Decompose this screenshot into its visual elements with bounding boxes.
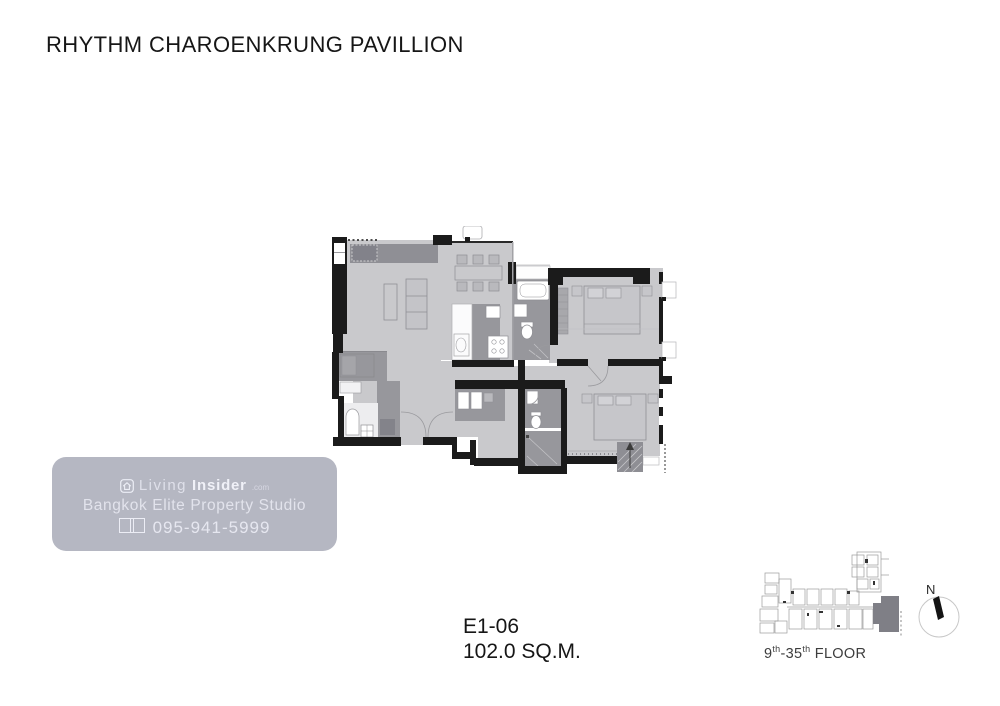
watermark bbox=[52, 457, 337, 551]
brand-suffix: .com bbox=[251, 483, 270, 492]
unit-area: 102.0 SQ.M. bbox=[463, 639, 581, 663]
floor-plan bbox=[330, 226, 680, 476]
unit-label bbox=[463, 615, 581, 664]
social-icons bbox=[119, 518, 145, 538]
brand-logo bbox=[52, 477, 337, 494]
keyplan-unit-highlight bbox=[873, 596, 899, 632]
unit-code: E1-06 bbox=[463, 615, 520, 638]
north-needle-icon bbox=[933, 596, 944, 620]
floor-range-label: 9th-35th FLOOR bbox=[764, 644, 867, 662]
brand-name-light: Living bbox=[138, 477, 188, 494]
compass bbox=[912, 580, 982, 652]
social-square-icon bbox=[130, 518, 145, 533]
keyplan-marks bbox=[783, 559, 875, 627]
phone-line bbox=[52, 518, 337, 538]
building-keyplan bbox=[757, 551, 907, 643]
page-title: RHYTHM CHAROENKRUNG PAVILLION bbox=[46, 32, 464, 57]
north-label: N bbox=[926, 582, 936, 597]
brand-name-bold: Insider bbox=[192, 477, 247, 494]
house-icon bbox=[120, 479, 134, 493]
phone-number: 095-941-5999 bbox=[152, 518, 271, 537]
studio-name: Bangkok Elite Property Studio bbox=[82, 497, 307, 514]
